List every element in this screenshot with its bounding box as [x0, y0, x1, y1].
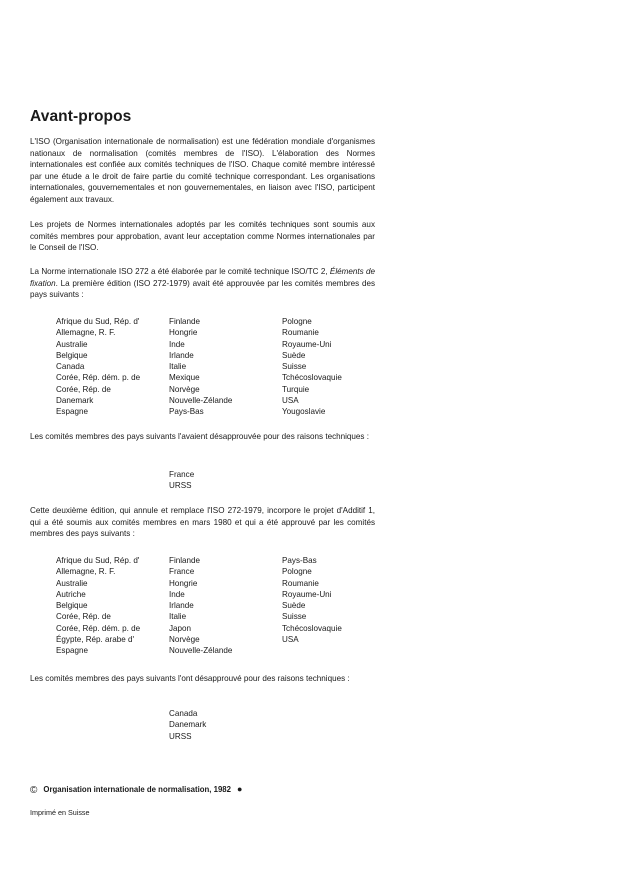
- paragraph-disapproval-1979: Les comités membres des pays suivants l'avaient désapprouvée pour des raisons techniques :: [30, 432, 369, 441]
- country-item: Nouvelle-Zélande: [169, 646, 233, 656]
- country-item: Italie: [169, 362, 187, 372]
- country-item: Canada: [56, 362, 85, 372]
- country-item: URSS: [169, 481, 192, 491]
- country-item: Japon: [169, 623, 192, 633]
- disapproved-1980-list: [169, 708, 206, 742]
- country-item: Nouvelle-Zélande: [169, 396, 233, 406]
- country-item: Roumanie: [282, 328, 319, 338]
- country-item: Irlande: [169, 601, 194, 611]
- copyright-icon: ©: [30, 785, 38, 796]
- committee-title: Éléments de fixation: [30, 267, 375, 288]
- approved-1979-col2: [169, 316, 232, 418]
- country-item: Corée, Rép. de: [56, 384, 111, 394]
- country-item: Afrique du Sud, Rép. d': [56, 556, 140, 565]
- country-item: Irlande: [169, 350, 194, 360]
- country-item: Belgique: [56, 350, 88, 360]
- disapproved-1979-list: [169, 469, 194, 492]
- paragraph-standard-origin-part2: . La première édition (ISO 272-1979) avait été approuvée par les comités membres des pays suivants :: [30, 278, 375, 300]
- paragraph-standard-origin: [30, 266, 375, 301]
- country-item: Inde: [169, 589, 185, 599]
- country-item: Finlande: [169, 317, 201, 326]
- country-item: Suède: [282, 350, 306, 360]
- country-item: Italie: [169, 612, 187, 622]
- page-title: Avant-propos: [30, 108, 132, 125]
- country-item: Hongrie: [169, 328, 198, 338]
- country-item: USA: [282, 396, 299, 406]
- country-item: Australie: [56, 578, 88, 588]
- country-item: Autriche: [56, 589, 86, 599]
- country-item: Turquie: [282, 384, 310, 394]
- country-item: Inde: [169, 339, 185, 349]
- country-item: France: [169, 567, 195, 577]
- country-item: Roumanie: [282, 578, 319, 588]
- country-item: Allemagne, R. F.: [56, 567, 116, 577]
- country-item: Belgique: [56, 601, 88, 611]
- country-item: URSS: [169, 731, 192, 741]
- paragraph-draft-approval: Les projets de Normes internationales adoptés par les comités techniques sont soumis aux comités membres pour approbation, avant leur acceptation comme Normes internationales par le Conseil de l'ISO.: [30, 220, 375, 253]
- country-item: Australie: [56, 339, 88, 349]
- country-item: Danemark: [56, 396, 94, 406]
- approved-1980-col3: [282, 555, 342, 645]
- country-item: Mexique: [169, 373, 200, 383]
- country-item: Pologne: [282, 317, 312, 326]
- paragraph-standard-origin-part1: La Norme internationale ISO 272 a été élaborée par le comité technique ISO/TC 2,: [30, 267, 328, 276]
- country-item: Royaume-Uni: [282, 589, 332, 599]
- approved-1979-col1: [56, 316, 140, 418]
- approved-1980-col2: [169, 555, 232, 657]
- country-item: Corée, Rép. dém. p. de: [56, 623, 141, 633]
- country-item: Suède: [282, 601, 306, 611]
- country-item: Danemark: [169, 720, 207, 730]
- country-item: Pologne: [282, 567, 312, 577]
- country-item: Corée, Rép. de: [56, 612, 111, 622]
- country-item: Suisse: [282, 362, 307, 372]
- copyright-footer: [30, 784, 242, 796]
- country-item: Hongrie: [169, 578, 198, 588]
- country-item: Tchécoslovaquie: [282, 373, 342, 383]
- country-item: Espagne: [56, 646, 88, 656]
- paragraph-iso-intro: L'ISO (Organisation internationale de normalisation) est une fédération mondiale d'organismes nationaux de normalisation (comités membres de l'ISO). L'élaboration des Normes internationales est confiée aux comités techniques de l'ISO. Chaque comité membre intéressé par une étude a le droit de faire partie du comité technique correspondant. Les organisations internationales, gouvernementales et non gouvernementales, en liaison avec l'ISO, participent également aux travaux.: [30, 137, 375, 204]
- country-item: Canada: [169, 709, 198, 718]
- country-item: Espagne: [56, 407, 88, 417]
- country-item: Égypte, Rép. arabe d': [56, 635, 135, 645]
- country-item: Suisse: [282, 612, 307, 622]
- country-item: Corée, Rép. dém. p. de: [56, 373, 141, 383]
- copyright-text: Organisation internationale de normalisation, 1982: [43, 785, 231, 794]
- country-item: Pays-Bas: [282, 556, 317, 565]
- country-item: USA: [282, 635, 299, 645]
- country-item: Yougoslavie: [282, 407, 326, 417]
- country-item: Norvège: [169, 384, 200, 394]
- country-item: Royaume-Uni: [282, 339, 332, 349]
- paragraph-disapproval-1980: Les comités membres des pays suivants l'ont désapprouvé pour des raisons techniques :: [30, 674, 350, 683]
- country-item: Pays-Bas: [169, 407, 204, 417]
- country-item: Norvège: [169, 635, 200, 645]
- country-item: Allemagne, R. F.: [56, 328, 116, 338]
- printed-in-note: Imprimé en Suisse: [30, 808, 90, 817]
- country-item: Afrique du Sud, Rép. d': [56, 317, 140, 326]
- paragraph-second-edition: Cette deuxième édition, qui annule et remplace l'ISO 272-1979, incorpore le projet d'Additif 1, qui a été soumis aux comités membres en mars 1980 et qui a été approuvé par les comités membres des pays suivants :: [30, 506, 375, 539]
- country-item: Finlande: [169, 556, 201, 565]
- approved-1979-col3: [282, 316, 342, 418]
- bullet-icon: ●: [236, 784, 243, 794]
- country-item: France: [169, 470, 195, 479]
- approved-1980-col1: [56, 555, 140, 657]
- country-item: Tchécoslovaquie: [282, 623, 342, 633]
